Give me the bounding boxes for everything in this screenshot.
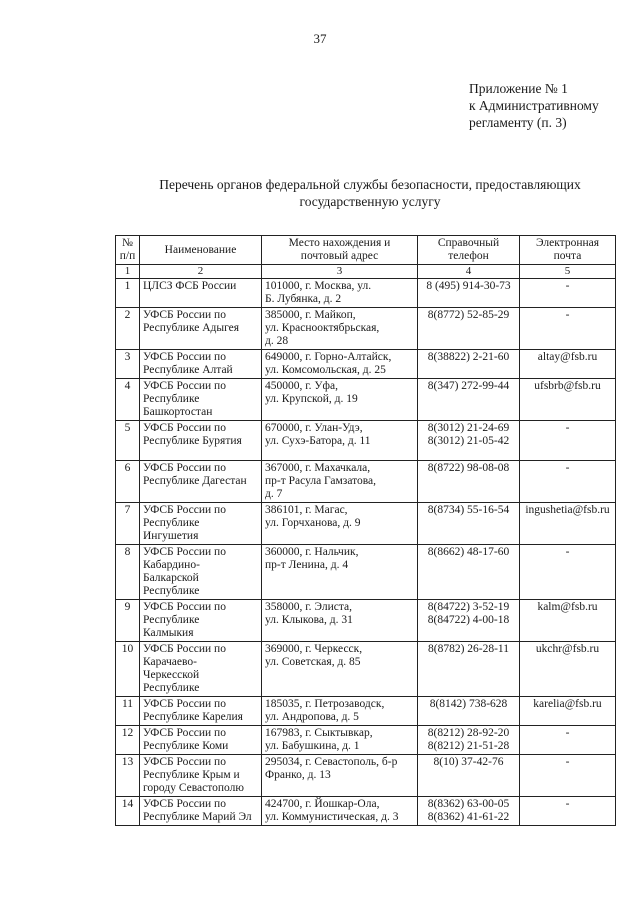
office-address: 450000, г. Уфа, ул. Крупской, д. 19 (262, 379, 418, 421)
office-address: 360000, г. Нальчик, пр-т Ленина, д. 4 (262, 545, 418, 600)
office-address: 185035, г. Петрозаводск, ул. Андропова, д. 5 (262, 697, 418, 726)
office-name: УФСБ России по Республике Калмыкия (140, 600, 262, 642)
office-name: УФСБ России по Республике Дагестан (140, 461, 262, 503)
row-number: 10 (116, 642, 140, 697)
row-number: 6 (116, 461, 140, 503)
office-address: 385000, г. Майкоп, ул. Краснооктябрьская, д. 28 (262, 308, 418, 350)
office-email: - (520, 461, 616, 503)
row-number: 13 (116, 755, 140, 797)
row-number: 14 (116, 797, 140, 826)
office-address: 649000, г. Горно-Алтайск, ул. Комсомольская, д. 25 (262, 350, 418, 379)
appendix-line-3: регламенту (п. 3) (469, 115, 567, 130)
row-number: 8 (116, 545, 140, 600)
office-email: - (520, 545, 616, 600)
office-email: ufsbrb@fsb.ru (520, 379, 616, 421)
table-body (116, 279, 616, 826)
table-row (116, 379, 616, 421)
row-number: 4 (116, 379, 140, 421)
office-name: ЦЛСЗ ФСБ России (140, 279, 262, 308)
office-address: 167983, г. Сыктывкар, ул. Бабушкина, д. 1 (262, 726, 418, 755)
row-number: 12 (116, 726, 140, 755)
row-number: 3 (116, 350, 140, 379)
document-title-line-1: Перечень органов федеральной службы безопасности, предоставляющих (159, 177, 581, 192)
column-number: 1 (116, 265, 140, 279)
table-row (116, 461, 616, 503)
office-phone: 8(10) 37-42-76 (418, 755, 520, 797)
office-address: 295034, г. Севастополь, б-р Франко, д. 13 (262, 755, 418, 797)
table-row (116, 350, 616, 379)
office-phone: 8(8782) 26-28-11 (418, 642, 520, 697)
office-phone: 8(8722) 98-08-08 (418, 461, 520, 503)
office-email: - (520, 726, 616, 755)
office-address: 386101, г. Магас, ул. Горчханова, д. 9 (262, 503, 418, 545)
office-email: - (520, 279, 616, 308)
row-number: 2 (116, 308, 140, 350)
office-name: УФСБ России по Карачаево- Черкесской Республике (140, 642, 262, 697)
office-phone: 8 (495) 914-30-73 (418, 279, 520, 308)
office-name: УФСБ России по Республике Коми (140, 726, 262, 755)
office-phone: 8(84722) 3-52-19 8(84722) 4-00-18 (418, 600, 520, 642)
column-number: 4 (418, 265, 520, 279)
office-email: kalm@fsb.ru (520, 600, 616, 642)
office-name: УФСБ России по Республике Алтай (140, 350, 262, 379)
office-address: 367000, г. Махачкала, пр-т Расула Гамзатова, д. 7 (262, 461, 418, 503)
table-row (116, 308, 616, 350)
office-phone: 8(8142) 738-628 (418, 697, 520, 726)
table-row (116, 726, 616, 755)
table-row (116, 797, 616, 826)
office-address: 369000, г. Черкесск, ул. Советская, д. 85 (262, 642, 418, 697)
table-row (116, 421, 616, 461)
table-row (116, 642, 616, 697)
office-email: - (520, 797, 616, 826)
document-title-line-2: государственную услугу (299, 194, 441, 209)
header-email: Электронная почта (520, 236, 616, 265)
table-row (116, 503, 616, 545)
column-number: 5 (520, 265, 616, 279)
office-address: 101000, г. Москва, ул. Б. Лубянка, д. 2 (262, 279, 418, 308)
table-row (116, 600, 616, 642)
row-number: 11 (116, 697, 140, 726)
table-row (116, 545, 616, 600)
fsb-offices-table (115, 235, 616, 826)
office-email: - (520, 755, 616, 797)
office-phone: 8(8662) 48-17-60 (418, 545, 520, 600)
header-phone: Справочный телефон (418, 236, 520, 265)
row-number: 7 (116, 503, 140, 545)
page-number: 37 (313, 31, 327, 46)
column-number: 2 (140, 265, 262, 279)
office-phone: 8(8734) 55-16-54 (418, 503, 520, 545)
office-email: altay@fsb.ru (520, 350, 616, 379)
office-phone: 8(8362) 63-00-05 8(8362) 41-61-22 (418, 797, 520, 826)
document-title (100, 176, 640, 210)
office-address: 424700, г. Йошкар-Ола, ул. Коммунистическая, д. 3 (262, 797, 418, 826)
office-phone: 8(3012) 21-24-69 8(3012) 21-05-42 (418, 421, 520, 461)
office-email: ukchr@fsb.ru (520, 642, 616, 697)
office-name: УФСБ России по Республике Крым и городу Севастополю (140, 755, 262, 797)
column-number-row (116, 265, 616, 279)
office-name: УФСБ России по Республике Карелия (140, 697, 262, 726)
appendix-note (469, 80, 599, 131)
office-email: karelia@fsb.ru (520, 697, 616, 726)
header-number: № п/п (116, 236, 140, 265)
table-row (116, 755, 616, 797)
office-email: ingushetia@fsb.ru (520, 503, 616, 545)
row-number: 5 (116, 421, 140, 461)
office-address: 358000, г. Элиста, ул. Клыкова, д. 31 (262, 600, 418, 642)
header-address: Место нахождения и почтовый адрес (262, 236, 418, 265)
office-name: УФСБ России по Республике Бурятия (140, 421, 262, 461)
column-number: 3 (262, 265, 418, 279)
office-address: 670000, г. Улан-Удэ, ул. Сухэ-Батора, д. 11 (262, 421, 418, 461)
office-phone: 8(38822) 2-21-60 (418, 350, 520, 379)
row-number: 9 (116, 600, 140, 642)
table-header-row (116, 236, 616, 265)
office-name: УФСБ России по Республике Башкортостан (140, 379, 262, 421)
office-name: УФСБ России по Республике Марий Эл (140, 797, 262, 826)
office-name: УФСБ России по Кабардино- Балкарской Республике (140, 545, 262, 600)
table-row (116, 279, 616, 308)
table-row (116, 697, 616, 726)
appendix-line-1: Приложение № 1 (469, 81, 568, 96)
office-phone: 8(8772) 52-85-29 (418, 308, 520, 350)
office-phone: 8(347) 272-99-44 (418, 379, 520, 421)
office-name: УФСБ России по Республике Адыгея (140, 308, 262, 350)
office-email: - (520, 421, 616, 461)
office-phone: 8(8212) 28-92-20 8(8212) 21-51-28 (418, 726, 520, 755)
row-number: 1 (116, 279, 140, 308)
office-name: УФСБ России по Республике Ингушетия (140, 503, 262, 545)
office-email: - (520, 308, 616, 350)
header-name: Наименование (140, 236, 262, 265)
appendix-line-2: к Административному (469, 98, 599, 113)
